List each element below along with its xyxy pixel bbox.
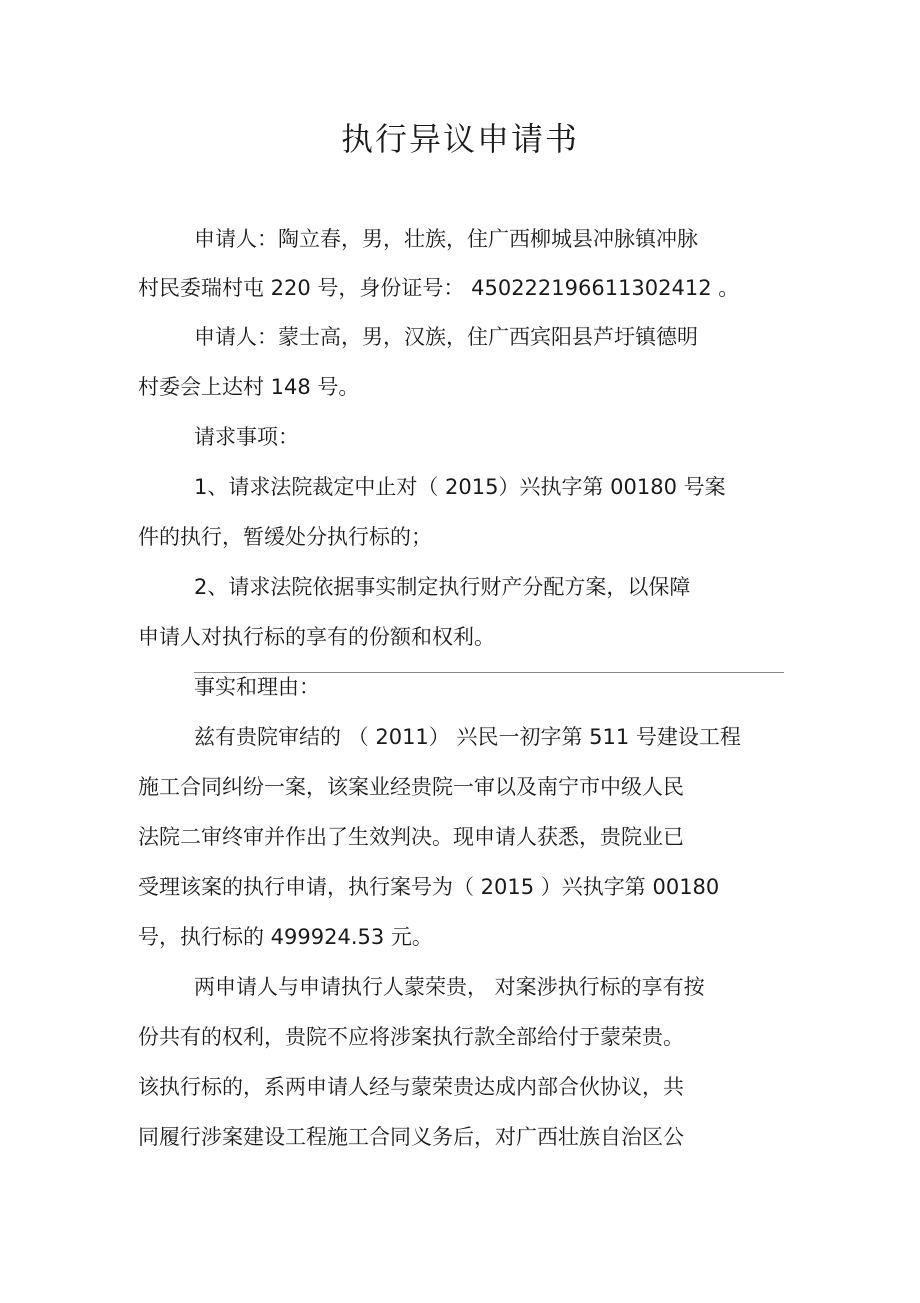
facts-para-2-line-4: 同履行涉案建设工程施工合同义务后，对广西壮族自治区公 bbox=[138, 1125, 684, 1149]
request-2-line-1: 2、请求法院依据事实制定执行财产分配方案，以保障 bbox=[194, 575, 691, 599]
facts-para-2-line-1: 两申请人与申请执行人蒙荣贵， 对案涉执行标的享有按 bbox=[194, 975, 705, 999]
facts-para-1-line-3: 法院二审终审并作出了生效判决。现申请人获悉，贵院业已 bbox=[138, 825, 684, 849]
request-2-line-2: 申请人对执行标的享有的份额和权利。 bbox=[138, 625, 495, 649]
applicant-2-line-1: 申请人：蒙士高，男，汉族，住广西宾阳县芦圩镇德明 bbox=[194, 325, 698, 349]
facts-para-1-line-1: 兹有贵院审结的 （ 2011） 兴民一初字第 511 号建设工程 bbox=[194, 725, 741, 749]
request-1-line-1: 1、请求法院裁定中止对（ 2015）兴执字第 00180 号案 bbox=[194, 475, 726, 499]
facts-heading: 事实和理由： bbox=[194, 675, 320, 699]
applicant-2-line-2: 村委会上达村 148 号。 bbox=[138, 375, 360, 399]
requests-heading: 请求事项： bbox=[194, 425, 299, 449]
request-1-line-2: 件的执行，暂缓处分执行标的； bbox=[138, 525, 432, 549]
facts-para-2-line-3: 该执行标的，系两申请人经与蒙荣贵达成内部合伙协议，共 bbox=[138, 1075, 684, 1099]
facts-para-1-line-4: 受理该案的执行申请，执行案号为（ 2015 ）兴执字第 00180 bbox=[138, 875, 720, 899]
facts-para-2-line-2: 份共有的权利，贵院不应将涉案执行款全部给付于蒙荣贵。 bbox=[138, 1025, 684, 1049]
applicant-1-line-1: 申请人：陶立春，男，壮族，住广西柳城县冲脉镇冲脉 bbox=[194, 227, 698, 251]
facts-para-1-line-2: 施工合同纠纷一案，该案业经贵院一审以及南宁市中级人民 bbox=[138, 775, 684, 799]
document-title: 执行异议申请书 bbox=[340, 120, 579, 158]
applicant-1-line-2: 村民委瑞村屯 220 号，身份证号： 450222196611302412 。 bbox=[138, 276, 740, 300]
facts-para-1-line-5: 号，执行标的 499924.53 元。 bbox=[138, 925, 433, 949]
